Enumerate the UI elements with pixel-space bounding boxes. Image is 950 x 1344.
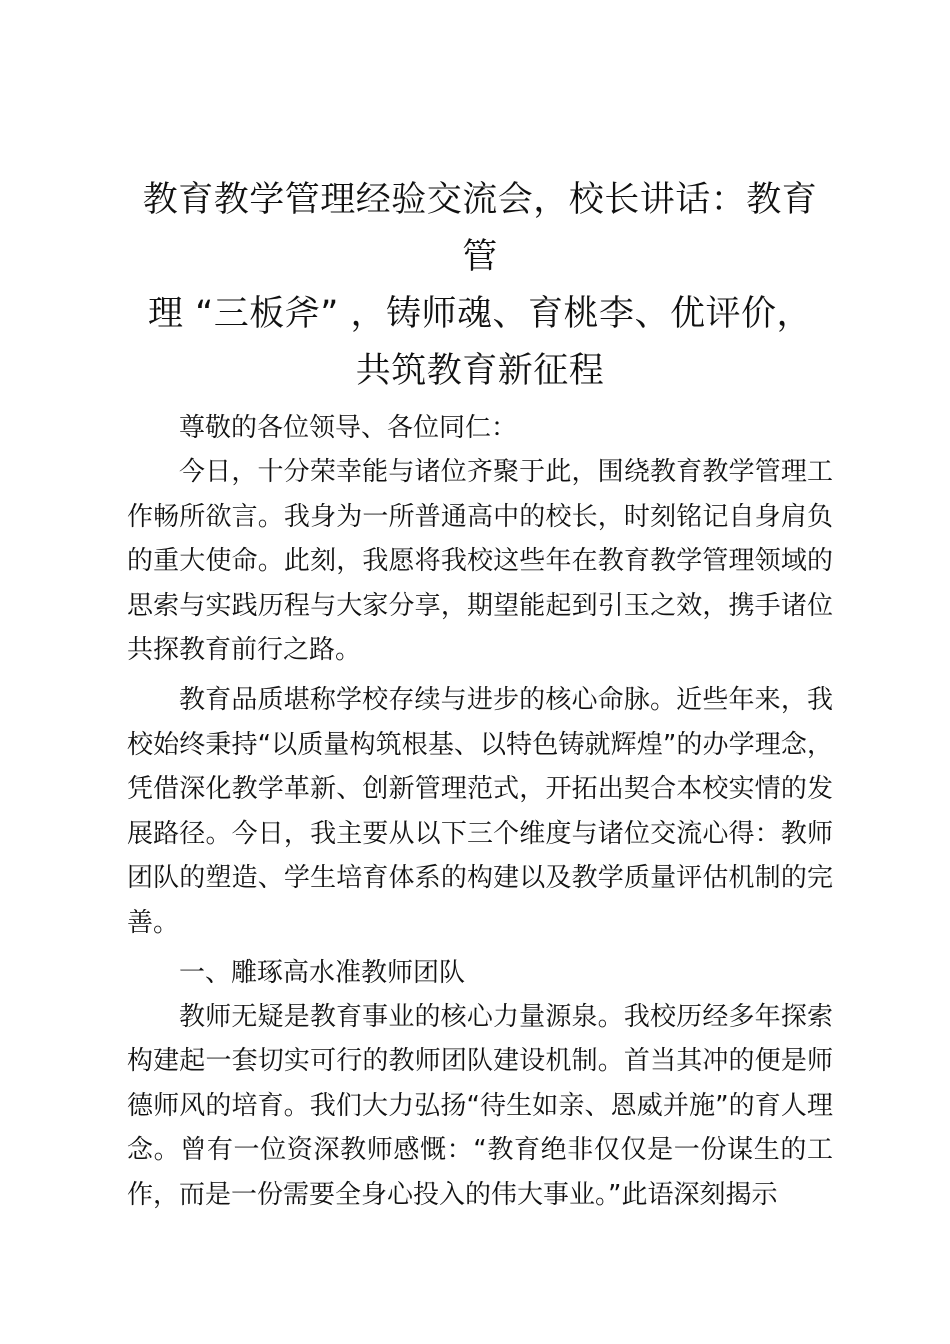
paragraph-opening: 今日，十分荣幸能与诸位齐聚于此，围绕教育教学管理工作畅所欲言。我身为一所普通高中的校长，时刻铭记自身肩负的重大使命。此刻，我愿将我校这些年在教育教学管理领域的思索与实践历程与大家分享，期望能起到引玉之效，携手诸位共探教育前行之路。: [127, 457, 833, 666]
title-line-3: 共筑教育新征程: [355, 351, 605, 391]
title-line-1: 教育教学管理经验交流会，校长讲话：教育管: [142, 180, 818, 277]
title-line-2: 理 “三板斧” ，铸师魂、育桃李、优评价，: [147, 294, 813, 334]
paragraph-quality: 教育品质堪称学校存续与进步的核心命脉。近些年来，我校始终秉持“以质量构筑根基、以特色铸就辉煌”的办学理念，凭借深化教学革新、创新管理范式，开拓出契合本校实情的发展路径。今日，我主要从以下三个维度与诸位交流心得：教师团队的塑造、学生培育体系的构建以及教学质量评估机制的完善。: [127, 684, 833, 938]
paragraph-teachers: 教师无疑是教育事业的核心力量源泉。我校历经多年探索构建起一套切实可行的教师团队建设机制。首当其冲的便是师德师风的培育。我们大力弘扬“待生如亲、恩威并施”的育人理念。曾有一位资深教师感慨：“教育绝非仅仅是一份谋生的工作，而是一份需要全身心投入的伟大事业。”此语深刻揭示: [127, 1001, 833, 1210]
document-title: [127, 172, 833, 400]
section-heading-teachers: 一、雕琢高水准教师团队: [179, 957, 466, 988]
salutation: 尊敬的各位领导、各位同仁：: [179, 413, 518, 443]
document-page: [127, 172, 833, 1218]
